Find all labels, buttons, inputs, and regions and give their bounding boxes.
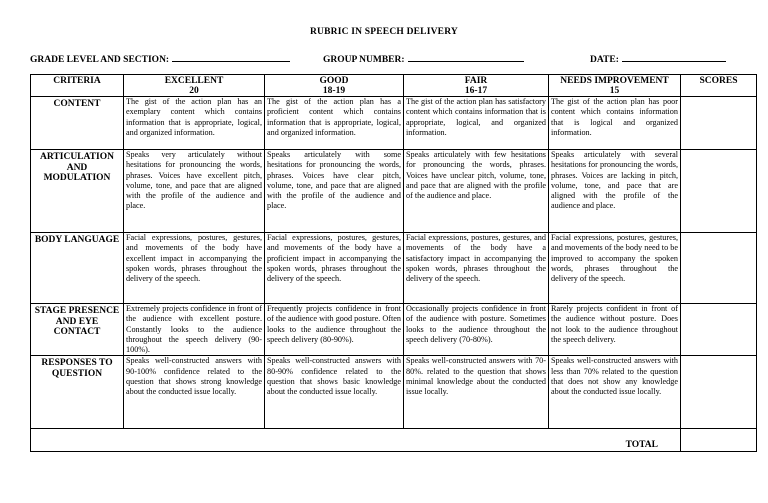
good-header: GOOD 18-19: [265, 75, 404, 97]
score-cell[interactable]: [681, 304, 757, 356]
table-row-stage-presence: [31, 304, 757, 356]
date-blank[interactable]: [622, 53, 726, 62]
table-row-articulation: [31, 150, 757, 233]
good-points: 18-19: [322, 86, 346, 96]
table-row-responses: [31, 356, 757, 429]
excellent-cell: The gist of the action plan has an exemplary content which contains information that is appropriate, logical, and organized information.: [124, 97, 265, 150]
needs-improvement-cell: Facial expressions, postures, gestures, and movements of the body need to be improved to accompany the spoken words, phrases throughout the delivery of the speech.: [549, 233, 681, 304]
fair-cell: Speaks articulately with few hesitations for pronouncing the words, phrases. Voices have unclear pitch, volume, tone, and pace that are aligned with the profile of the audience and place.: [404, 150, 549, 233]
scores-header: SCORES: [681, 75, 757, 97]
criteria-header: CRITERIA: [31, 75, 124, 97]
header-row: [31, 75, 757, 97]
fair-cell: The gist of the action plan has satisfactory content which contains information that is appropriate, logical, and organized information.: [404, 97, 549, 150]
good-cell: Frequently projects confidence in front of the audience with good posture. Often looks to the audience throughout the speech delivery (80-90%).: [265, 304, 404, 356]
group-number-blank[interactable]: [408, 53, 524, 62]
grade-level-blank[interactable]: [172, 53, 290, 62]
criteria-cell: BODY LANGUAGE: [31, 233, 124, 304]
criteria-cell: RESPONSES TO QUESTION: [31, 356, 124, 429]
criteria-cell: STAGE PRESENCE AND EYE CONTACT: [31, 304, 124, 356]
excellent-cell: Speaks well-constructed answers with 90-100% confidence related to the question that shows strong knowledge about the conducted issue locally.: [124, 356, 265, 429]
needs-improvement-points: 15: [609, 86, 620, 96]
grade-level-label: GRADE LEVEL AND SECTION:: [30, 55, 170, 65]
total-label: TOTAL: [31, 429, 681, 452]
header-fields: [30, 53, 756, 65]
date-label: DATE:: [590, 55, 619, 65]
excellent-cell: Facial expressions, postures, gestures, and movements of the body have excellent impact in accompanying the spoken words, phrases throughout the delivery of the speech.: [124, 233, 265, 304]
total-row: [31, 429, 757, 452]
fair-cell: Occasionally projects confidence in front of the audience with posture. Sometimes looks to the audience throughout the speech delivery (70-80%).: [404, 304, 549, 356]
needs-improvement-cell: Rarely projects confident in front of the audience without posture. Does not look to the audience throughout the speech delivery.: [549, 304, 681, 356]
table-row-content: [31, 97, 757, 150]
fair-header: FAIR 16-17: [404, 75, 549, 97]
excellent-cell: Extremely projects confidence in front of the audience with excellent posture. Constantly looks to the audience throughout the speech delivery (90-100%).: [124, 304, 265, 356]
table-row-body-language: [31, 233, 757, 304]
excellent-header: EXCELLENT 20: [124, 75, 265, 97]
total-score-cell[interactable]: [681, 429, 757, 452]
score-cell[interactable]: [681, 233, 757, 304]
good-cell: The gist of the action plan has a proficient content which contains information that is appropriate, logical, and organized information.: [265, 97, 404, 150]
excellent-cell: Speaks very articulately without hesitations for pronouncing the words, phrases. Voices have excellent pitch, volume, tone, and pace that are aligned with the profile of the audience and place.: [124, 150, 265, 233]
fair-points: 16-17: [464, 86, 488, 96]
good-cell: Speaks articulately with some hesitations for pronouncing the words, phrases. Voices have clear pitch, volume, tone, and pace that are aligned with the profile of the audience and place.: [265, 150, 404, 233]
fair-cell: Facial expressions, postures, gestures, and movements of the body have a satisfactory impact in accompanying the spoken words, phrases throughout the delivery of the speech.: [404, 233, 549, 304]
needs-improvement-cell: Speaks articulately with several hesitations for pronouncing the words, phrases. Voices are lacking in pitch, volume, tone, and pace that are aligned with the profile of the audience and place.: [549, 150, 681, 233]
good-cell: Facial expressions, postures, gestures, and movements of the body have a proficient impact in accompanying the spoken words, phrases throughout the delivery of the speech.: [265, 233, 404, 304]
excellent-points: 20: [189, 86, 199, 96]
grade-level-field[interactable]: [30, 53, 290, 65]
rubric-table: [30, 74, 757, 452]
document-title: RUBRIC IN SPEECH DELIVERY: [310, 27, 458, 37]
date-field[interactable]: [590, 53, 726, 65]
group-number-field[interactable]: [323, 53, 524, 65]
needs-improvement-cell: The gist of the action plan has poor content which contains information that is logical and organized information.: [549, 97, 681, 150]
criteria-cell: CONTENT: [31, 97, 124, 150]
needs-improvement-cell: Speaks well-constructed answers with less than 70% related to the question that does not show any knowledge about the conducted issue locally.: [549, 356, 681, 429]
fair-cell: Speaks well-constructed answers with 70-80%. related to the question that shows minimal knowledge about the conducted issue locally.: [404, 356, 549, 429]
good-cell: Speaks well-constructed answers with 80-90% confidence related to the question that shows basic knowledge about the conducted issue locally.: [265, 356, 404, 429]
score-cell[interactable]: [681, 150, 757, 233]
needs-improvement-header: NEEDS IMPROVEMENT 15: [549, 75, 681, 97]
score-cell[interactable]: [681, 356, 757, 429]
score-cell[interactable]: [681, 97, 757, 150]
criteria-cell: ARTICULATION AND MODULATION: [31, 150, 124, 233]
group-number-label: GROUP NUMBER:: [323, 55, 405, 65]
